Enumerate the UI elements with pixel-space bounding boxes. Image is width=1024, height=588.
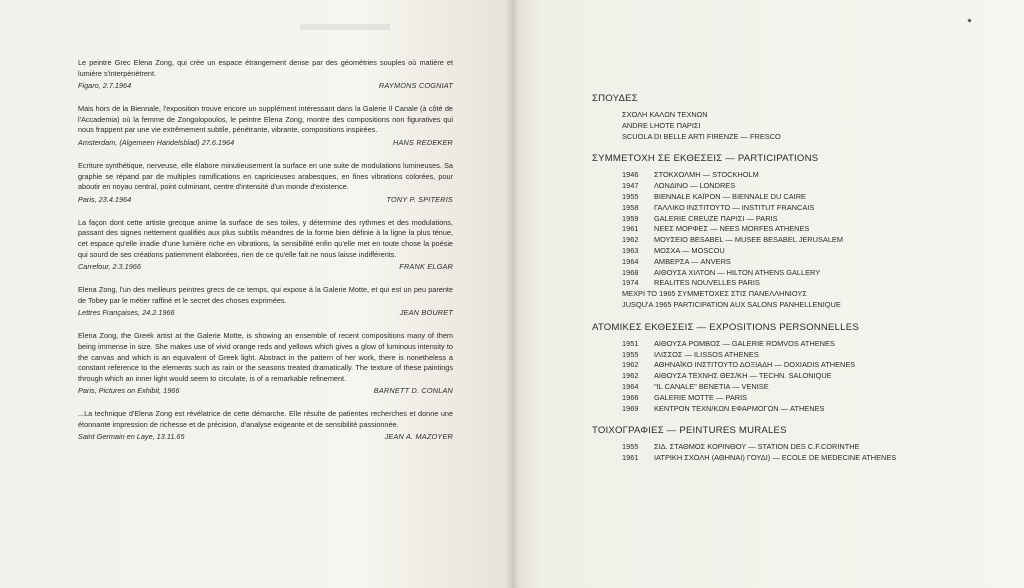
list-item: 1961 ΙΑΤΡΙΚΗ ΣΧΟΛΗ (ΑΘΗΝΑΙ) ΓΟΥΔΙ) — ECOLE DE MEDECINE ATHENES <box>622 453 897 463</box>
right-page <box>512 0 1024 588</box>
list-item: 1962 ΜΟΥΣΕΙΟ BESABEL — MUSEE BESABEL JERUSALEM <box>622 235 844 245</box>
list-item: 1951 ΑΙΘΟΥΣΑ ΡΟΜΒΟΣ — GALERIE ROMVOS ATHENES <box>622 338 835 348</box>
quote-text: Elena Zong, l'un des meilleurs peintres grecs de ce temps, qui expose à la Galerie Motte, et qui est un peu parente de Tobey par le métier raffiné et le secret des choses exprimées. <box>78 285 453 305</box>
quote-text: ...La technique d'Elena Zong est révélatrice de cette démarche. Elle résulte de patientes recherches et donne une étonnante impression de richesse et de précision, d'analyse exigeante et de sensibilité passionnée. <box>78 409 453 429</box>
list-item: 1964 "IL CANALE" ΒΕΝΕΤΙΑ — VENISE <box>622 381 769 391</box>
section-title: ΑΤΟΜΙΚΕΣ ΕΚΘΕΣΕΙΣ — EXPOSITIONS PERSONNELLES <box>592 321 859 333</box>
bleed-through-marks <box>300 24 390 30</box>
list-item: 1947 ΛΟΝΔΙΝΟ — LONDRES <box>622 181 736 191</box>
list-item: ΜΕΧΡΙ ΤΟ 1965 ΣΥΜΜΕΤΟΧΕΣ ΣΤΙΣ ΠΑΝΕΛΛΗΝΙΟΥΣ <box>622 289 807 299</box>
quote-source: Figaro, 2.7.1964 <box>78 81 132 91</box>
quote-source: Amsterdam, (Algemeen Handelsblad) 27.6.1964 <box>78 137 235 147</box>
quote-source: Lettres Françaises, 24.2.1966 <box>78 308 175 318</box>
list-item: 1966 GALERIE MOTTE — PARIS <box>622 392 748 402</box>
quote-author: TONY P. SPITERIS <box>386 194 453 204</box>
quote-text: Le peintre Grec Elena Zong, qui crée un espace étrangement dense par des géométries souples où matière et lumière s'interpénètrent. <box>78 58 453 78</box>
list-item: ΣΧΟΛΗ ΚΑΛΩΝ ΤΕΧΝΩΝ <box>622 110 708 119</box>
section-personal-exhibitions <box>592 321 1012 415</box>
list-item: 1959 GALERIE CREUZE ΠΑΡΙΣΙ — PARIS <box>622 213 778 223</box>
section-title: ΣΠΟΥΔΕΣ <box>592 93 638 104</box>
section-participations <box>592 152 1012 310</box>
list-item: 1955 ΙΛΙΣΣΟΣ — ILISSOS ATHENES <box>622 349 759 359</box>
quote <box>78 218 453 272</box>
list-item: 1955 BIENNALE ΚΑΪΡΟΝ — BIENNALE DU CAIRE <box>622 191 806 201</box>
quote <box>78 58 453 91</box>
quote-text: Mais hors de la Biennale, l'exposition trouve encore un supplément intéressant dans la Galerie Il Canale (à côté de l'Accademia) où la femme de Zongolopoulos, le peintre Elena Zong, montre des compositions non figuratives qui nous frappent par une vie extrêmement subtile, pénétrante, vibrante, compositions inspirées. <box>78 104 453 135</box>
quote-text: Ecriture synthétique, nerveuse, elle élabore minutieusement la surface en une suite de modulations lumineuses. Sa graphie se répand par de multiples ramifications en capricieuses arabesques, en fines vibrations colorées, pour aboutir en noyau central, point culminant, centre d'intensité d'un monde d'existence. <box>78 160 453 192</box>
quote-text: La façon dont cette artiste grecque anime la surface de ses toiles, y détermine des rythmes et des modulations, passant des signes nettement qualifiés aux plus subtils méandres de la forme bien définie à la ligne la plus ténue, cet espace qu'elle irradie d'une lumière riche en vibrations, la sensibilité enfin qu'elle met en toute chose la poésie qui sourd de ses créations patiemment élaborées, rien de ce qu'elle fait ne nous laisse indifférents. <box>78 217 453 259</box>
quote <box>78 331 453 396</box>
list-item: SCUOLA DI BELLE ARTI FIRENZE — FRESCO <box>622 131 781 141</box>
list-item: 1974 REALITES NOUVELLES PARIS <box>622 278 760 288</box>
quote-author: FRANK ELGAR <box>399 262 453 272</box>
quote <box>78 409 453 442</box>
quote-source: Carrefour, 2.3.1966 <box>78 262 141 272</box>
section-murals <box>592 424 1012 464</box>
quote-author: RAYMONS COGNIAT <box>378 81 453 91</box>
quote <box>78 104 453 148</box>
list-item: 1969 ΚΕΝΤΡΟΝ ΤΕΧΝ/ΚΩΝ ΕΦΑΡΜΟΓΩΝ — ATHENES <box>622 403 825 413</box>
list-item: 1958 ΓΑΛΛΙΚΟ ΙΝΣΤΙΤΟΥΤΟ — INSTITUT FRANCAIS <box>622 202 815 212</box>
quote-author: JEAN BOURET <box>399 308 453 318</box>
list-item: ANDRE LHOTE ΠΑΡΙΣΙ <box>622 120 701 130</box>
list-item: 1962 ΑΘΗΝΑΪΚΟ ΙΝΣΤΙΤΟΥΤΟ ΔΟΞΙΑΔΗ — DOXIADIS ATHENES <box>622 360 856 370</box>
section-title: ΤΟΙΧΟΓΡΑΦΙΕΣ — PEINTURES MURALES <box>592 425 787 437</box>
quote-text: Elena Zong, the Greek artist at the Galerie Motte, is showing an ensemble of recent compositions many of them being immense in size. She makes use of vivid orange reds and yellows which gives a glow of luminous intensity to the canvas and which is an equivalent of Greek light. Abstract in the pattern of her work, there is nonetheless a constant reference to the elements such as rain or the seasons treated dramatically. The texture of these paintings through which an inner light would seem to circulate, is of a remarkable refinement. <box>78 331 453 383</box>
list-item: 1964 ΑΜΒΕΡΣΑ — ANVERS <box>622 256 731 266</box>
list-item: 1955 ΣΙΔ. ΣΤΑΘΜΟΣ ΚΟΡΙΝΘΟΥ — STATION DES C.F.CORINTHE <box>622 442 860 452</box>
press-quotes <box>78 58 453 455</box>
biography <box>592 92 1012 474</box>
quote-source: Saint Germain en Laye, 13.11.65 <box>78 432 185 442</box>
quote-author: BARNETT D. CONLAN <box>373 386 453 396</box>
quote <box>78 285 453 318</box>
list-item: 1962 ΑΙΘΟΥΣΑ ΤΕΧΝΗΣ ΘΕΣ/ΚΗ — TECHN. SALONIQUE <box>622 371 832 381</box>
list-item: JUSQU'A 1965 PARTICIPATION AUX SALONS PANHELLENIQUE <box>622 299 841 309</box>
section-title: ΣΥΜΜΕΤΟΧΗ ΣΕ ΕΚΘΕΣΕΙΣ — PARTICIPATIONS <box>592 153 819 165</box>
list-item: 1968 ΑΙΘΟΥΣΑ ΧΙΛΤΟΝ — HILTON ATHENS GALLERY <box>622 267 821 277</box>
section-studies <box>592 92 1012 142</box>
quote-source: Paris, Pictures on Exhibit, 1966 <box>78 386 180 396</box>
list-item: 1963 ΜΟΣΧΑ — MOSCOU <box>622 245 725 255</box>
quote <box>78 161 453 205</box>
quote-source: Paris, 23.4.1964 <box>78 194 132 204</box>
list-item: 1961 ΝΕΕΣ ΜΟΡΦΕΣ — NEES MORFES ATHENES <box>622 224 810 234</box>
quote-author: JEAN A. MAZOYER <box>384 432 453 442</box>
list-item: 1946 ΣΤΟΚΧΟΛΜΗ — STOCKHOLM <box>622 170 759 180</box>
quote-author: HANS REDEKER <box>393 137 453 147</box>
book-spine-shadow <box>505 0 519 588</box>
